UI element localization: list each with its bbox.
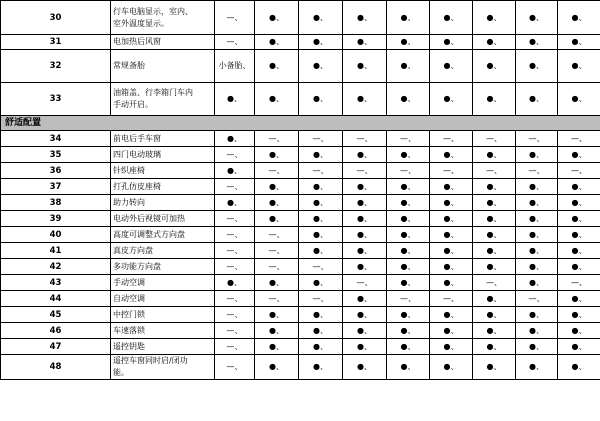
table-row bbox=[1, 243, 600, 259]
spec-value: ●、 bbox=[473, 211, 516, 227]
spec-value: —、 bbox=[215, 1, 255, 35]
spec-value: ●、 bbox=[343, 227, 387, 243]
spec-value: ●、 bbox=[387, 50, 430, 83]
spec-value: ●、 bbox=[430, 195, 473, 211]
feature-line: 助力转向 bbox=[113, 197, 145, 207]
spec-value: ●、 bbox=[558, 1, 600, 35]
spec-value: ●、 bbox=[215, 163, 255, 179]
spec-value: ●、 bbox=[558, 195, 600, 211]
feature-line: 中控门锁 bbox=[113, 309, 145, 319]
feature-line: 真皮方向盘 bbox=[113, 245, 153, 255]
spec-value: —、 bbox=[299, 131, 343, 147]
spec-value: ●、 bbox=[343, 179, 387, 195]
spec-value: ●、 bbox=[473, 259, 516, 275]
spec-value: ●、 bbox=[387, 195, 430, 211]
spec-value: —、 bbox=[430, 131, 473, 147]
spec-value: —、 bbox=[255, 131, 299, 147]
spec-value: —、 bbox=[215, 339, 255, 355]
spec-value: —、 bbox=[299, 291, 343, 307]
feature-name bbox=[111, 339, 215, 355]
spec-value: ●、 bbox=[255, 211, 299, 227]
feature-line: 手动空调 bbox=[113, 277, 145, 287]
spec-value: —、 bbox=[343, 131, 387, 147]
spec-value: ●、 bbox=[516, 355, 558, 380]
spec-value: ●、 bbox=[430, 275, 473, 291]
feature-line: 前电后手车窗 bbox=[113, 133, 161, 143]
spec-value: ●、 bbox=[387, 323, 430, 339]
spec-value: ●、 bbox=[343, 211, 387, 227]
spec-value: ●、 bbox=[558, 307, 600, 323]
table-row bbox=[1, 1, 600, 35]
feature-name bbox=[111, 211, 215, 227]
spec-value: ●、 bbox=[558, 147, 600, 163]
feature-line: 车速落锁 bbox=[113, 325, 145, 335]
spec-value: ●、 bbox=[255, 275, 299, 291]
spec-value: ●、 bbox=[473, 83, 516, 116]
feature-name bbox=[111, 323, 215, 339]
spec-value: ●、 bbox=[299, 355, 343, 380]
spec-value: ●、 bbox=[343, 147, 387, 163]
spec-value: ●、 bbox=[343, 259, 387, 275]
feature-name bbox=[111, 259, 215, 275]
spec-value: ●、 bbox=[430, 35, 473, 50]
table-row bbox=[1, 35, 600, 50]
spec-value: ●、 bbox=[558, 291, 600, 307]
row-number: 45 bbox=[1, 307, 111, 323]
spec-value: ●、 bbox=[387, 227, 430, 243]
spec-value: ●、 bbox=[343, 83, 387, 116]
spec-value: ●、 bbox=[387, 1, 430, 35]
spec-value: —、 bbox=[430, 291, 473, 307]
spec-value: ●、 bbox=[299, 275, 343, 291]
spec-value: ●、 bbox=[558, 259, 600, 275]
spec-value: 小备胎、 bbox=[215, 50, 255, 83]
spec-value: ●、 bbox=[430, 147, 473, 163]
table-row bbox=[1, 307, 600, 323]
spec-value: ●、 bbox=[387, 179, 430, 195]
spec-value: ●、 bbox=[343, 50, 387, 83]
row-number: 39 bbox=[1, 211, 111, 227]
spec-value: —、 bbox=[215, 147, 255, 163]
spec-value: —、 bbox=[255, 259, 299, 275]
spec-value: —、 bbox=[558, 275, 600, 291]
table-row bbox=[1, 227, 600, 243]
table-row bbox=[1, 291, 600, 307]
spec-value: ●、 bbox=[343, 339, 387, 355]
spec-value: ●、 bbox=[558, 355, 600, 380]
spec-value: ●、 bbox=[516, 275, 558, 291]
row-number: 47 bbox=[1, 339, 111, 355]
spec-value: ●、 bbox=[215, 83, 255, 116]
spec-value: ●、 bbox=[516, 211, 558, 227]
feature-line: 行车电脑显示，室内、 bbox=[113, 6, 193, 16]
spec-value: ●、 bbox=[255, 355, 299, 380]
feature-name bbox=[111, 147, 215, 163]
spec-value: ●、 bbox=[299, 307, 343, 323]
spec-value: ●、 bbox=[343, 323, 387, 339]
spec-value: —、 bbox=[215, 291, 255, 307]
spec-value: ●、 bbox=[255, 323, 299, 339]
feature-line: 打孔仿皮座椅 bbox=[113, 181, 161, 191]
spec-value: ●、 bbox=[255, 1, 299, 35]
spec-value: ●、 bbox=[558, 227, 600, 243]
spec-value: ●、 bbox=[387, 339, 430, 355]
spec-value: ●、 bbox=[516, 35, 558, 50]
spec-value: ●、 bbox=[255, 147, 299, 163]
spec-value: ●、 bbox=[430, 307, 473, 323]
section-header bbox=[1, 116, 600, 131]
spec-value: ●、 bbox=[516, 227, 558, 243]
row-number: 32 bbox=[1, 50, 111, 83]
spec-value: ●、 bbox=[516, 50, 558, 83]
spec-value: —、 bbox=[215, 259, 255, 275]
spec-value: —、 bbox=[215, 179, 255, 195]
table-row bbox=[1, 147, 600, 163]
feature-name bbox=[111, 35, 215, 50]
spec-value: ●、 bbox=[516, 259, 558, 275]
spec-value: ●、 bbox=[387, 35, 430, 50]
spec-value: —、 bbox=[473, 163, 516, 179]
spec-value: ●、 bbox=[343, 35, 387, 50]
feature-line: 常规备胎 bbox=[113, 61, 145, 70]
spec-value: ●、 bbox=[299, 1, 343, 35]
spec-value: —、 bbox=[387, 291, 430, 307]
spec-value: —、 bbox=[215, 35, 255, 50]
spec-value: ●、 bbox=[473, 227, 516, 243]
table-row bbox=[1, 131, 600, 147]
table-row bbox=[1, 275, 600, 291]
spec-value: ●、 bbox=[558, 323, 600, 339]
feature-line: 能。 bbox=[113, 368, 129, 377]
spec-value: ●、 bbox=[430, 259, 473, 275]
spec-value: —、 bbox=[215, 227, 255, 243]
row-number: 41 bbox=[1, 243, 111, 259]
spec-value: ●、 bbox=[430, 83, 473, 116]
spec-value: ●、 bbox=[430, 339, 473, 355]
spec-value: —、 bbox=[387, 131, 430, 147]
spec-value: ●、 bbox=[299, 35, 343, 50]
table-row bbox=[1, 259, 600, 275]
table-row bbox=[1, 339, 600, 355]
spec-value: ●、 bbox=[255, 179, 299, 195]
spec-value: ●、 bbox=[299, 211, 343, 227]
spec-value: ●、 bbox=[299, 227, 343, 243]
spec-value: ●、 bbox=[473, 339, 516, 355]
table-row bbox=[1, 355, 600, 380]
row-number: 30 bbox=[1, 1, 111, 35]
spec-value: ●、 bbox=[558, 339, 600, 355]
spec-value: —、 bbox=[430, 163, 473, 179]
feature-name bbox=[111, 307, 215, 323]
feature-name bbox=[111, 355, 215, 380]
spec-value: —、 bbox=[473, 131, 516, 147]
spec-value: ●、 bbox=[558, 179, 600, 195]
spec-value: —、 bbox=[215, 307, 255, 323]
feature-name bbox=[111, 227, 215, 243]
spec-value: ●、 bbox=[343, 1, 387, 35]
section-title: 舒适配置 bbox=[1, 116, 600, 131]
spec-value: ●、 bbox=[473, 195, 516, 211]
table-row bbox=[1, 50, 600, 83]
spec-value: —、 bbox=[255, 163, 299, 179]
row-number: 31 bbox=[1, 35, 111, 50]
spec-value: ●、 bbox=[516, 307, 558, 323]
row-number: 46 bbox=[1, 323, 111, 339]
spec-value: ●、 bbox=[473, 355, 516, 380]
table-row bbox=[1, 323, 600, 339]
spec-value: —、 bbox=[215, 243, 255, 259]
spec-value: ●、 bbox=[255, 35, 299, 50]
row-number: 35 bbox=[1, 147, 111, 163]
spec-value: ●、 bbox=[558, 35, 600, 50]
spec-value: ●、 bbox=[473, 323, 516, 339]
spec-value: ●、 bbox=[516, 323, 558, 339]
table-row bbox=[1, 83, 600, 116]
feature-line: 四门电动玻璃 bbox=[113, 149, 161, 159]
spec-value: —、 bbox=[343, 163, 387, 179]
spec-value: —、 bbox=[255, 243, 299, 259]
spec-value: —、 bbox=[516, 163, 558, 179]
row-number: 37 bbox=[1, 179, 111, 195]
feature-name bbox=[111, 1, 215, 35]
spec-value: ●、 bbox=[215, 131, 255, 147]
table-row bbox=[1, 179, 600, 195]
spec-value: ●、 bbox=[343, 291, 387, 307]
spec-value: ●、 bbox=[215, 275, 255, 291]
spec-value: ●、 bbox=[387, 275, 430, 291]
spec-value: —、 bbox=[473, 275, 516, 291]
spec-value: —、 bbox=[343, 275, 387, 291]
spec-value: ●、 bbox=[430, 179, 473, 195]
spec-value: ●、 bbox=[473, 179, 516, 195]
feature-name bbox=[111, 243, 215, 259]
spec-value: ●、 bbox=[343, 195, 387, 211]
spec-value: ●、 bbox=[473, 291, 516, 307]
spec-value: ●、 bbox=[430, 227, 473, 243]
spec-value: ●、 bbox=[516, 195, 558, 211]
feature-line: 手动开启。 bbox=[113, 100, 153, 109]
spec-value: ●、 bbox=[299, 83, 343, 116]
spec-value: ●、 bbox=[430, 323, 473, 339]
row-number: 38 bbox=[1, 195, 111, 211]
row-number: 33 bbox=[1, 83, 111, 116]
spec-value: ●、 bbox=[516, 1, 558, 35]
spec-value: ●、 bbox=[299, 323, 343, 339]
spec-value: ●、 bbox=[558, 50, 600, 83]
feature-name bbox=[111, 275, 215, 291]
spec-value: ●、 bbox=[430, 355, 473, 380]
spec-value: ●、 bbox=[255, 339, 299, 355]
table-row bbox=[1, 211, 600, 227]
feature-name bbox=[111, 131, 215, 147]
spec-value: ●、 bbox=[516, 83, 558, 116]
feature-name bbox=[111, 195, 215, 211]
spec-value: —、 bbox=[299, 163, 343, 179]
spec-value: —、 bbox=[215, 211, 255, 227]
spec-value: —、 bbox=[516, 131, 558, 147]
feature-name bbox=[111, 50, 215, 83]
spec-value: ●、 bbox=[299, 147, 343, 163]
row-number: 43 bbox=[1, 275, 111, 291]
spec-value: ●、 bbox=[387, 243, 430, 259]
spec-value: ●、 bbox=[430, 50, 473, 83]
spec-value: ●、 bbox=[430, 1, 473, 35]
spec-value: ●、 bbox=[558, 211, 600, 227]
spec-value: ●、 bbox=[558, 243, 600, 259]
row-number: 44 bbox=[1, 291, 111, 307]
spec-value: ●、 bbox=[299, 195, 343, 211]
feature-line: 电动外后视镜可加热 bbox=[113, 213, 185, 223]
spec-value: ●、 bbox=[255, 83, 299, 116]
spec-value: ●、 bbox=[299, 339, 343, 355]
spec-value: ●、 bbox=[387, 307, 430, 323]
spec-value: ●、 bbox=[516, 243, 558, 259]
row-number: 36 bbox=[1, 163, 111, 179]
spec-value: ●、 bbox=[215, 195, 255, 211]
spec-value: ●、 bbox=[430, 243, 473, 259]
spec-value: ●、 bbox=[255, 195, 299, 211]
spec-value: ●、 bbox=[473, 307, 516, 323]
spec-value: ●、 bbox=[473, 50, 516, 83]
spec-value: ●、 bbox=[299, 50, 343, 83]
spec-value: —、 bbox=[558, 131, 600, 147]
feature-line: 遥控钥匙 bbox=[113, 341, 145, 351]
spec-value: ●、 bbox=[473, 35, 516, 50]
spec-value: ●、 bbox=[430, 211, 473, 227]
feature-name bbox=[111, 291, 215, 307]
spec-value: ●、 bbox=[516, 147, 558, 163]
spec-value: ●、 bbox=[387, 355, 430, 380]
feature-line: 针织座椅 bbox=[113, 165, 145, 175]
spec-value: ●、 bbox=[473, 243, 516, 259]
feature-name bbox=[111, 179, 215, 195]
table-row bbox=[1, 195, 600, 211]
spec-value: ●、 bbox=[299, 243, 343, 259]
spec-value: ●、 bbox=[516, 339, 558, 355]
spec-value: —、 bbox=[255, 291, 299, 307]
feature-name bbox=[111, 163, 215, 179]
feature-line: 自动空调 bbox=[113, 293, 145, 303]
spec-value: ●、 bbox=[255, 50, 299, 83]
spec-value: —、 bbox=[558, 163, 600, 179]
spec-value: ●、 bbox=[473, 1, 516, 35]
spec-value: ●、 bbox=[473, 147, 516, 163]
spec-value: ●、 bbox=[343, 307, 387, 323]
feature-line: 高度可调整式方向盘 bbox=[113, 229, 185, 239]
spec-value: ●、 bbox=[387, 83, 430, 116]
spec-value: ●、 bbox=[558, 83, 600, 116]
spec-value: —、 bbox=[255, 227, 299, 243]
spec-value: —、 bbox=[215, 355, 255, 380]
feature-line: 遥控车窗同时启/闭功 bbox=[113, 356, 188, 365]
feature-line: 电加热后风窗 bbox=[113, 37, 161, 46]
spec-value: ●、 bbox=[343, 243, 387, 259]
row-number: 40 bbox=[1, 227, 111, 243]
row-number: 48 bbox=[1, 355, 111, 380]
spec-value: ●、 bbox=[516, 179, 558, 195]
spec-value: ●、 bbox=[255, 307, 299, 323]
feature-name bbox=[111, 83, 215, 116]
feature-line: 室外温度显示。 bbox=[113, 18, 169, 28]
row-number: 42 bbox=[1, 259, 111, 275]
feature-line: 多功能方向盘 bbox=[113, 261, 161, 271]
spec-value: —、 bbox=[215, 323, 255, 339]
spec-value: ●、 bbox=[387, 211, 430, 227]
row-number: 34 bbox=[1, 131, 111, 147]
table-row bbox=[1, 163, 600, 179]
spec-value: —、 bbox=[516, 291, 558, 307]
spec-value: ●、 bbox=[343, 355, 387, 380]
feature-line: 油箱盖、行李箱门车内 bbox=[113, 88, 193, 97]
spec-value: ●、 bbox=[387, 147, 430, 163]
spec-value: —、 bbox=[299, 259, 343, 275]
spec-value: —、 bbox=[387, 163, 430, 179]
spec-value: ●、 bbox=[387, 259, 430, 275]
spec-value: ●、 bbox=[299, 179, 343, 195]
